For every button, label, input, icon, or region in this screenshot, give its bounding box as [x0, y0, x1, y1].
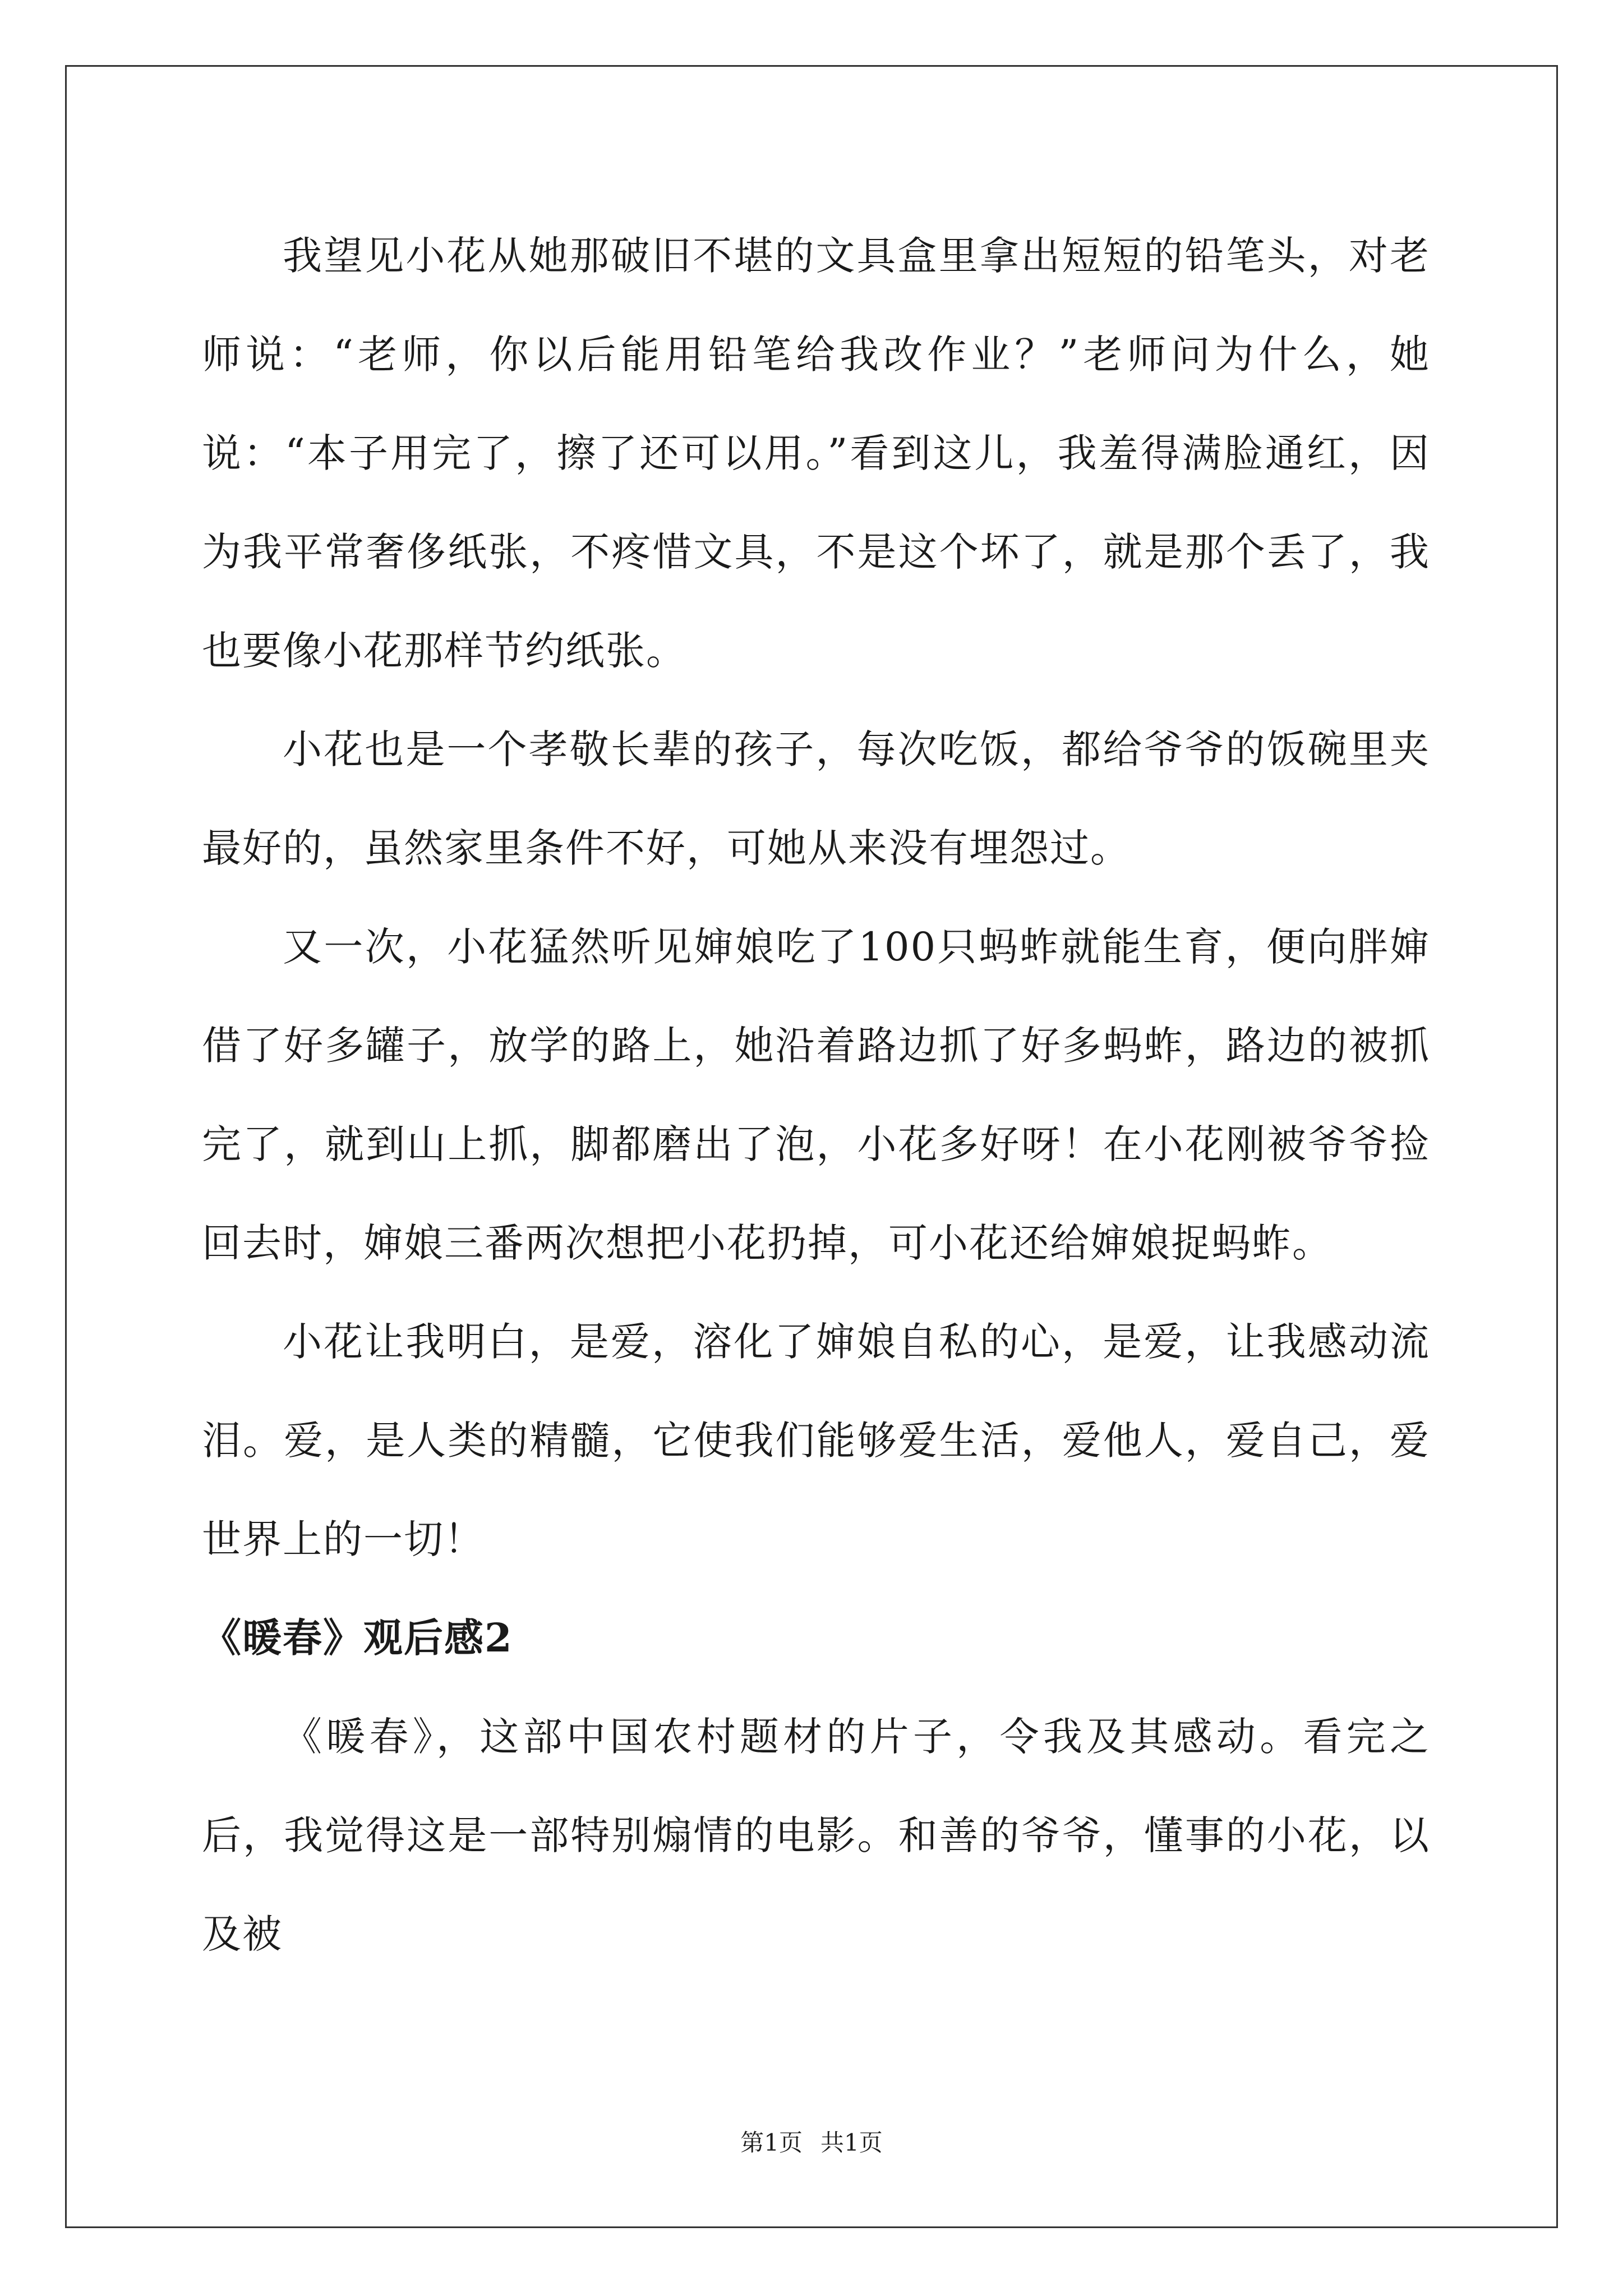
section-title: 《暖春》观后感2	[202, 1614, 513, 1661]
paragraph-3: 又一次，小花猛然听见婶娘吃了100只蚂蚱就能生育，便向胖婶借了好多罐子，放学的路上，她沿着路边抓了好多蚂蚱，路边的被抓完了，就到山上抓，脚都磨出了泡，小花多好呀！在小花刚被爷爷捡回去时，婶娘三番两次想把小花扔掉，可小花还给婶娘捉蚂蚱。	[202, 924, 1430, 1266]
paragraph-4: 小花让我明白，是爱，溶化了婶娘自私的心，是爱，让我感动流泪。爱，是人类的精髓，它使我们能够爱生活，爱他人，爱自己，爱世界上的一切！	[202, 1319, 1430, 1562]
section-paragraph-1: 《暖春》，这部中国农村题材的片子，令我及其感动。看完之后，我觉得这是一部特别煽情的电影。和善的爷爷，懂事的小花，以及被	[202, 1714, 1430, 1957]
paragraph-2: 小花也是一个孝敬长辈的孩子，每次吃饭，都给爷爷的饭碗里夹最好的，虽然家里条件不好，可她从来没有埋怨过。	[202, 726, 1430, 871]
page-number-current: 第1页	[740, 2129, 803, 2156]
page-number-total: 共1页	[820, 2129, 883, 2156]
paragraph-1: 我望见小花从她那破旧不堪的文具盒里拿出短短的铅笔头，对老师说：“老师，你以后能用铅笔给我改作业？”老师问为什么，她说：“本子用完了，擦了还可以用。”看到这儿，我羞得满脸通红，因为我平常奢侈纸张，不疼惜文具，不是这个坏了，就是那个丢了，我也要像小花那样节约纸张。	[202, 233, 1430, 674]
page-footer	[0, 2126, 1623, 2160]
document-body	[202, 206, 1430, 1984]
